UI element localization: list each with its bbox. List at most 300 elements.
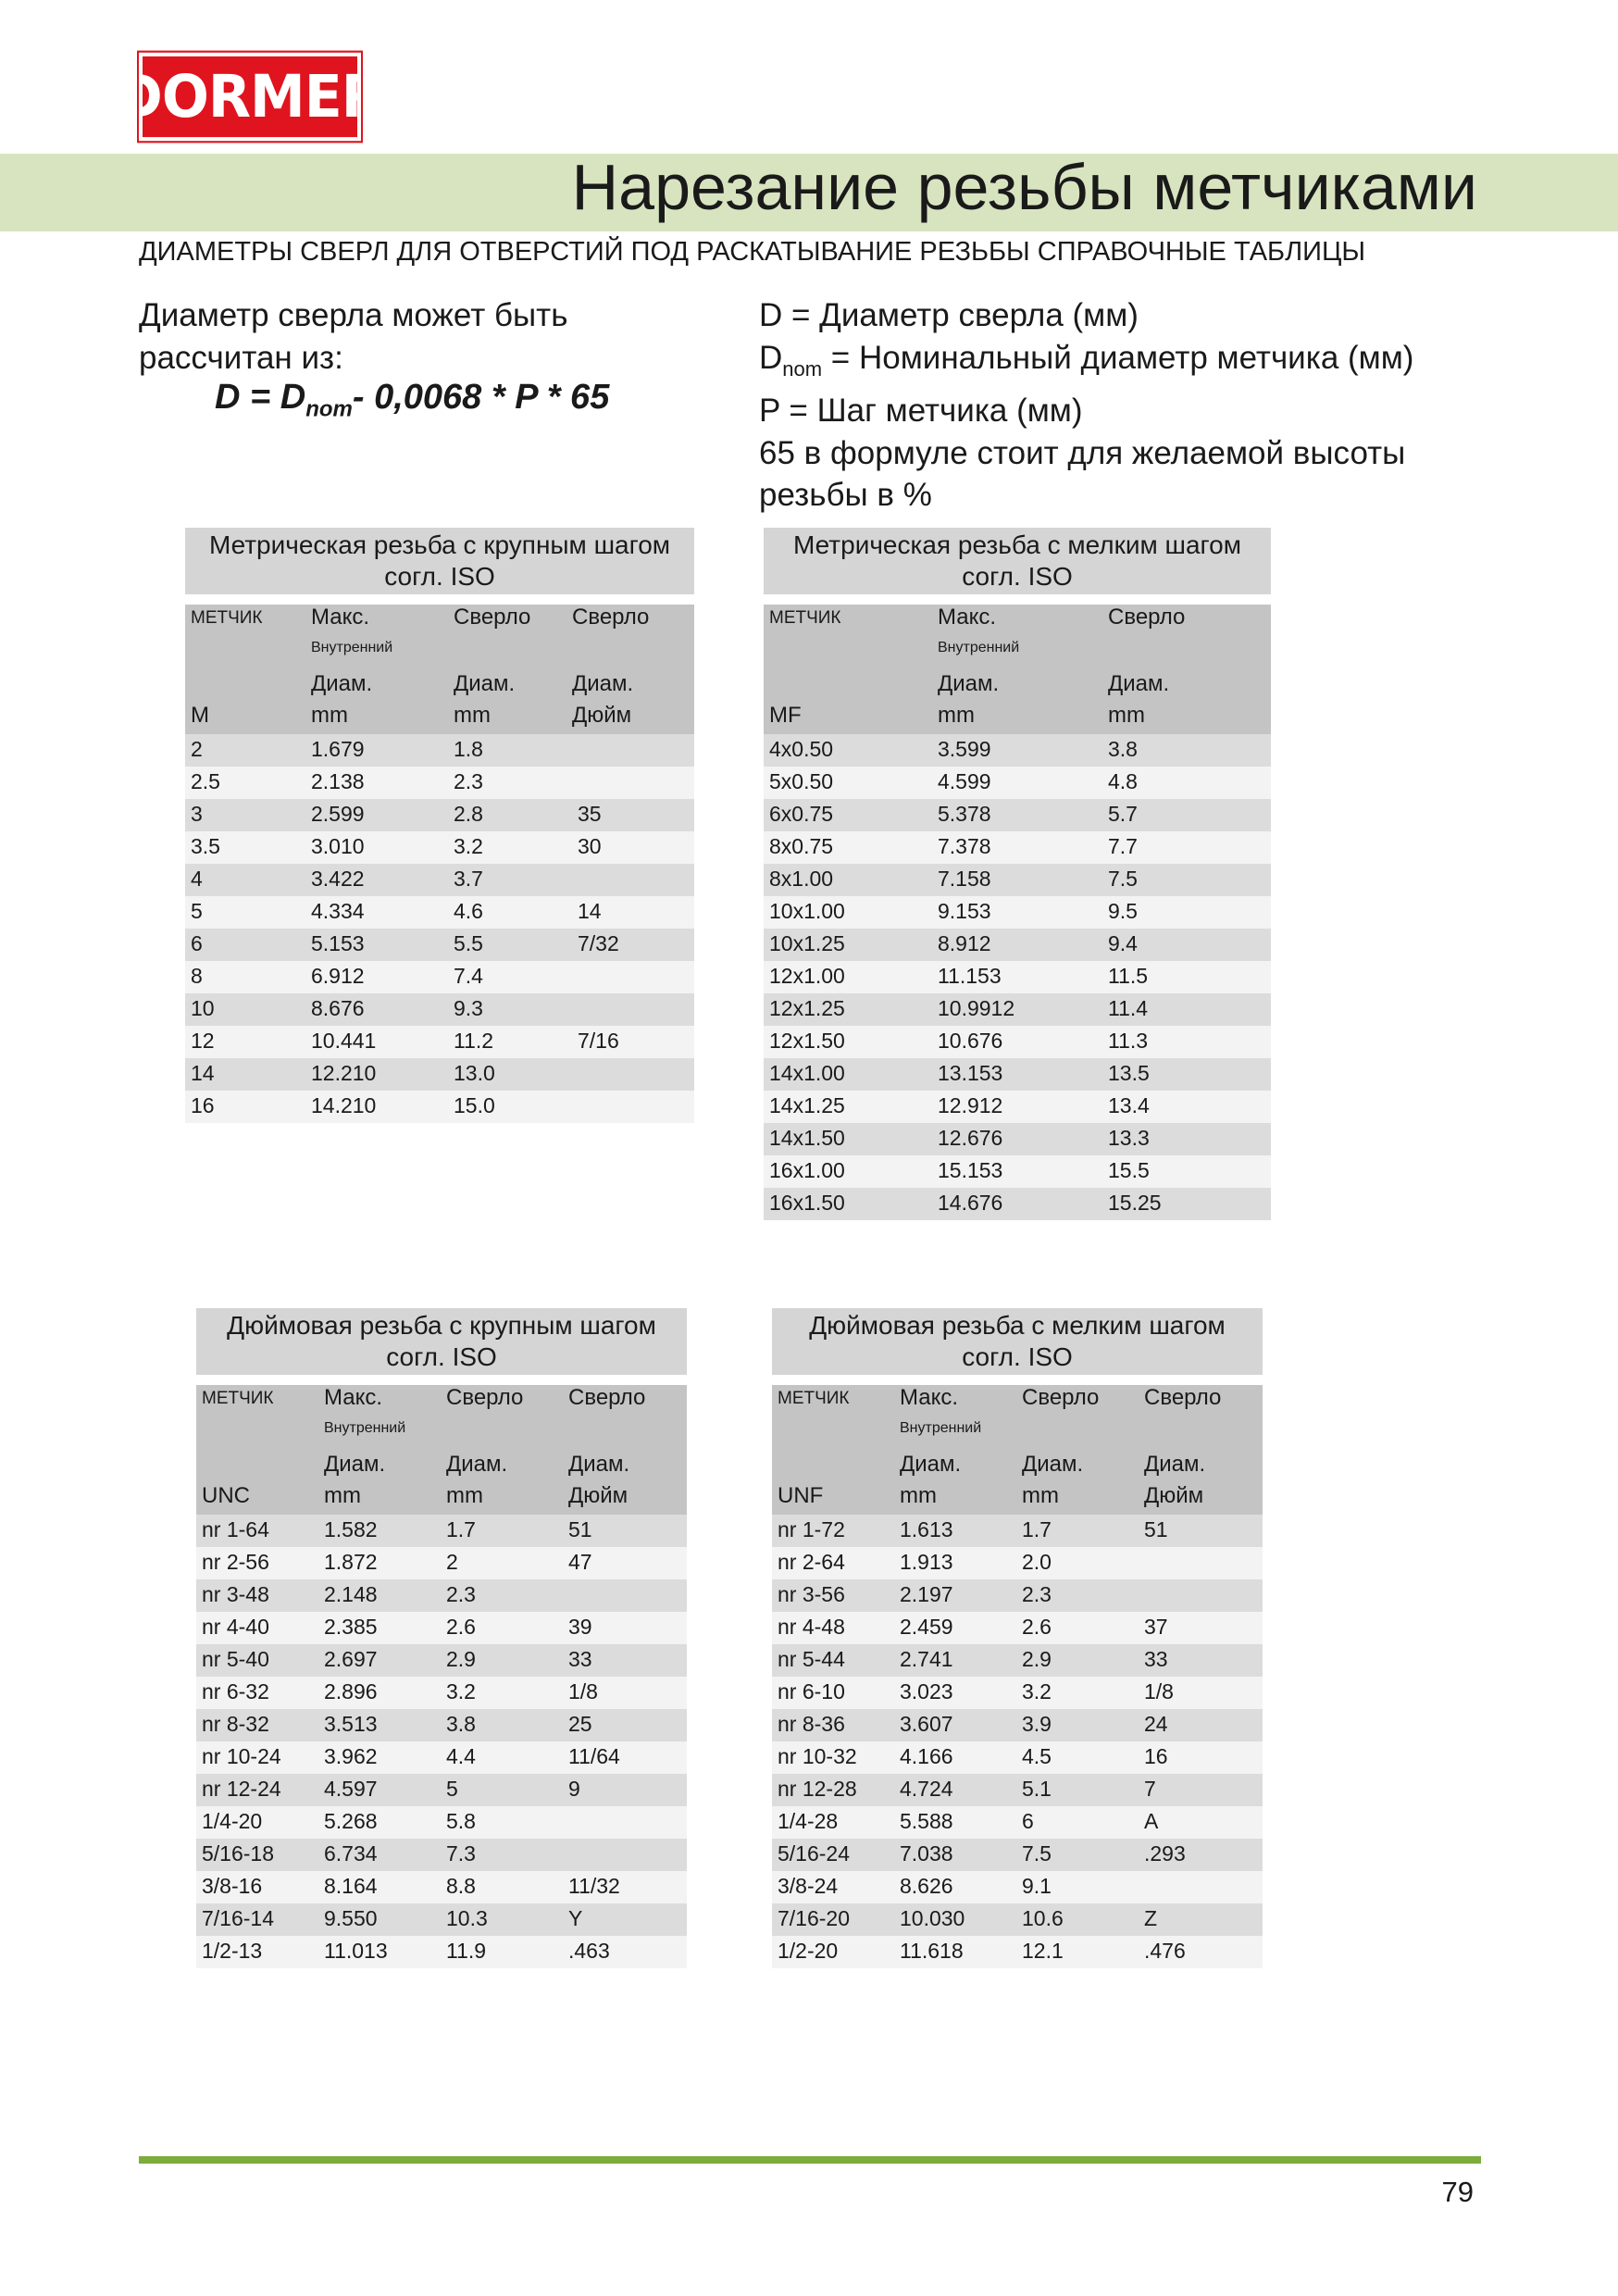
- table-row: [772, 1547, 1263, 1579]
- table-row: [196, 1806, 687, 1839]
- cell-max-diam: 6.734: [324, 1841, 378, 1866]
- cell-max-diam: 12.210: [311, 1061, 377, 1085]
- cell-tap: 14x1.25: [769, 1093, 845, 1117]
- cell-max-diam: 7.038: [900, 1841, 953, 1866]
- cell-tap: 4: [191, 867, 203, 891]
- cell-tap: 16x1.50: [769, 1191, 845, 1215]
- cell-tap: 7/16-14: [202, 1906, 275, 1930]
- cell-drill-inch: 37: [1144, 1615, 1168, 1639]
- table-row: [764, 1091, 1271, 1123]
- cell-max-diam: 8.676: [311, 996, 365, 1020]
- table-row: [772, 1741, 1263, 1774]
- cell-tap: 12x1.25: [769, 996, 845, 1020]
- header-drill2: Сверло: [572, 605, 650, 630]
- cell-drill-mm: 3.8: [446, 1712, 476, 1736]
- cell-drill-mm: 11.5: [1108, 964, 1149, 988]
- cell-max-diam: 9.550: [324, 1906, 378, 1930]
- cell-drill-mm: 4.8: [1108, 769, 1138, 793]
- cell-tap: nr 2-64: [778, 1550, 845, 1574]
- cell-drill-mm: 3.8: [1108, 737, 1138, 761]
- cell-tap: 5x0.50: [769, 769, 834, 793]
- cell-tap: nr 8-36: [778, 1712, 845, 1736]
- table-row: [772, 1774, 1263, 1806]
- cell-drill-mm: 13.5: [1108, 1061, 1150, 1085]
- header-tap-code: MF: [769, 703, 802, 728]
- cell-max-diam: 7.158: [938, 867, 991, 891]
- cell-max-diam: 2.896: [324, 1679, 378, 1703]
- table-row: [772, 1612, 1263, 1644]
- cell-drill-inch: 14: [578, 899, 602, 923]
- header-diam: Диам.: [311, 671, 373, 696]
- cell-drill-mm: 2.6: [446, 1615, 476, 1639]
- cell-tap: 1/2-20: [778, 1939, 839, 1963]
- cell-drill-mm: 9.5: [1108, 899, 1138, 923]
- cell-tap: 1/4-20: [202, 1809, 263, 1833]
- caption-line-1: Метрическая резьба с крупным шагом: [208, 530, 671, 559]
- cell-drill-inch: 51: [1144, 1517, 1168, 1541]
- header-drill2-diam: Диам.: [572, 671, 634, 696]
- cell-drill-inch: 30: [578, 834, 602, 858]
- table-row: [185, 1058, 694, 1091]
- table-row: [764, 734, 1271, 767]
- cell-tap: 14: [191, 1061, 215, 1085]
- cell-max-diam: 1.872: [324, 1550, 378, 1574]
- header-drill2: Сверло: [1144, 1385, 1222, 1410]
- cell-tap: 8x0.75: [769, 834, 834, 858]
- formula-part-b: - 0,0068 * P * 65: [352, 378, 610, 417]
- table-row: [185, 993, 694, 1026]
- cell-drill-inch: 7/16: [578, 1029, 619, 1053]
- drill-formula: [215, 378, 609, 423]
- header-drill2-inch: Дюйм: [568, 1483, 629, 1508]
- legend-dnom-prefix: D: [759, 339, 783, 376]
- cell-max-diam: 12.912: [938, 1093, 1003, 1117]
- cell-drill-mm: 7.7: [1108, 834, 1138, 858]
- cell-tap: 12: [191, 1029, 215, 1053]
- table-row: [196, 1936, 687, 1968]
- cell-max-diam: 10.676: [938, 1029, 1003, 1053]
- table-row: [764, 1058, 1271, 1091]
- header-drill: Сверло: [446, 1385, 524, 1410]
- table-row: [764, 1123, 1271, 1155]
- cell-tap: 4x0.50: [769, 737, 834, 761]
- cell-drill-mm: 9.4: [1108, 931, 1138, 955]
- header-max-sub: Внутренний: [938, 640, 1020, 655]
- cell-max-diam: 1.582: [324, 1517, 378, 1541]
- cell-drill-mm: 3.2: [446, 1679, 476, 1703]
- table-row: [185, 767, 694, 799]
- cell-tap: 10: [191, 996, 215, 1020]
- header-drill-diam: Диам.: [1022, 1452, 1084, 1477]
- cell-tap: nr 1-72: [778, 1517, 845, 1541]
- header-drill-mm: mm: [1108, 703, 1145, 728]
- cell-tap: 10x1.25: [769, 931, 845, 955]
- table-header: [764, 605, 1271, 734]
- header-drill: Сверло: [454, 605, 531, 630]
- cell-drill-mm: 11.9: [446, 1939, 487, 1963]
- table-row: [772, 1903, 1263, 1936]
- cell-tap: 10x1.00: [769, 899, 845, 923]
- table-row: [196, 1515, 687, 1547]
- cell-drill-mm: 15.0: [454, 1093, 495, 1117]
- table-row: [196, 1871, 687, 1903]
- table-row: [185, 831, 694, 864]
- header-drill2-diam: Диам.: [1144, 1452, 1206, 1477]
- cell-drill-mm: 13.3: [1108, 1126, 1150, 1150]
- cell-drill-inch: 1/8: [568, 1679, 598, 1703]
- header-tap: МЕТЧИК: [769, 608, 841, 628]
- cell-max-diam: 9.153: [938, 899, 991, 923]
- cell-tap: 16: [191, 1093, 215, 1117]
- legend-p: P = Шаг метчика (мм): [759, 393, 1083, 429]
- cell-drill-mm: 5.1: [1022, 1777, 1052, 1801]
- metric-fine-table: [764, 528, 1271, 1220]
- cell-drill-inch: 33: [1144, 1647, 1168, 1671]
- caption-line-2: согл. ISO: [962, 562, 1073, 591]
- cell-drill-inch: 1/8: [1144, 1679, 1174, 1703]
- cell-tap: nr 1-64: [202, 1517, 269, 1541]
- cell-drill-mm: 12.1: [1022, 1939, 1064, 1963]
- cell-max-diam: 2.459: [900, 1615, 953, 1639]
- caption-line-1: Дюймовая резьба с крупным шагом: [227, 1311, 656, 1340]
- table-row: [196, 1612, 687, 1644]
- cell-tap: 2: [191, 737, 203, 761]
- table-row: [772, 1644, 1263, 1677]
- cell-tap: 14x1.00: [769, 1061, 845, 1085]
- table-row: [764, 993, 1271, 1026]
- table-row: [196, 1741, 687, 1774]
- cell-max-diam: 3.010: [311, 834, 365, 858]
- caption-line-2: согл. ISO: [962, 1342, 1073, 1371]
- header-tap-code: UNF: [778, 1483, 824, 1508]
- cell-max-diam: 2.385: [324, 1615, 378, 1639]
- header-drill: Сверло: [1108, 605, 1186, 630]
- legend-dnom: [759, 337, 1413, 391]
- legend-d: D = Диаметр сверла (мм): [759, 297, 1139, 333]
- cell-tap: nr 5-40: [202, 1647, 269, 1671]
- table-body: [196, 1515, 687, 1968]
- caption-line-1: Дюймовая резьба с мелким шагом: [809, 1311, 1226, 1340]
- dormer-logo: [117, 53, 383, 142]
- table-row: [772, 1839, 1263, 1871]
- table-row: [185, 799, 694, 831]
- cell-drill-mm: 2.9: [1022, 1647, 1052, 1671]
- cell-drill-mm: 5.5: [454, 931, 483, 955]
- intro-line-2: рассчитан из:: [139, 340, 343, 376]
- table-header: [185, 605, 694, 734]
- cell-drill-mm: 10.3: [446, 1906, 488, 1930]
- cell-drill-mm: 7.5: [1022, 1841, 1052, 1866]
- cell-max-diam: 10.9912: [938, 996, 1015, 1020]
- table-row: [196, 1677, 687, 1709]
- header-tap-code: M: [191, 703, 209, 728]
- cell-max-diam: 3.023: [900, 1679, 953, 1703]
- cell-tap: 3: [191, 802, 203, 826]
- cell-max-diam: 2.697: [324, 1647, 378, 1671]
- cell-max-diam: 10.030: [900, 1906, 965, 1930]
- cell-drill-mm: 6: [1022, 1809, 1034, 1833]
- legend-pct-2: резьбы в %: [759, 477, 932, 513]
- header-tap-code: UNC: [202, 1483, 250, 1508]
- cell-max-diam: 2.148: [324, 1582, 378, 1606]
- cell-drill-mm: 7.5: [1108, 867, 1138, 891]
- cell-max-diam: 11.153: [938, 964, 1002, 988]
- cell-max-diam: 7.378: [938, 834, 991, 858]
- cell-drill-mm: 2.3: [1022, 1582, 1052, 1606]
- cell-tap: nr 10-24: [202, 1744, 281, 1768]
- cell-drill-mm: 13.0: [454, 1061, 495, 1085]
- header-drill2: Сверло: [568, 1385, 646, 1410]
- cell-drill-mm: 2.3: [446, 1582, 476, 1606]
- cell-drill-mm: 8.8: [446, 1874, 476, 1898]
- cell-tap: 5/16-18: [202, 1841, 275, 1866]
- cell-drill-mm: 2.8: [454, 802, 483, 826]
- table-row: [772, 1806, 1263, 1839]
- header-max: Макс.: [324, 1385, 383, 1410]
- cell-drill-mm: 9.3: [454, 996, 483, 1020]
- intro-line-1: Диаметр сверла может быть: [139, 297, 568, 333]
- cell-max-diam: 2.741: [900, 1647, 953, 1671]
- formula-sub: nom: [305, 396, 353, 422]
- cell-drill-mm: 1.8: [454, 737, 483, 761]
- cell-drill-inch: 24: [1144, 1712, 1168, 1736]
- formula-legend: [759, 294, 1413, 517]
- cell-drill-mm: 3.7: [454, 867, 483, 891]
- cell-drill-inch: .293: [1144, 1841, 1186, 1866]
- cell-tap: 8: [191, 964, 203, 988]
- cell-tap: nr 6-32: [202, 1679, 269, 1703]
- cell-max-diam: 12.676: [938, 1126, 1003, 1150]
- cell-tap: 14x1.50: [769, 1126, 845, 1150]
- header-max-sub: Внутренний: [311, 640, 393, 655]
- table-row: [764, 961, 1271, 993]
- cell-drill-inch: 9: [568, 1777, 580, 1801]
- cell-tap: 3.5: [191, 834, 220, 858]
- cell-drill-mm: 7.4: [454, 964, 483, 988]
- cell-tap: nr 2-56: [202, 1550, 269, 1574]
- cell-drill-mm: 3.9: [1022, 1712, 1052, 1736]
- cell-drill-inch: 11/32: [568, 1874, 620, 1898]
- footer-divider: [139, 2156, 1481, 2164]
- table-row: [185, 961, 694, 993]
- cell-tap: nr 3-56: [778, 1582, 845, 1606]
- cell-max-diam: 3.962: [324, 1744, 378, 1768]
- header-drill-mm: mm: [454, 703, 491, 728]
- header-max: Макс.: [938, 605, 997, 630]
- intro-text: [139, 294, 567, 380]
- page-title: Нарезание резьбы метчиками: [571, 151, 1477, 223]
- table-header: [196, 1385, 687, 1515]
- cell-max-diam: 1.679: [311, 737, 365, 761]
- table-row: [772, 1677, 1263, 1709]
- cell-tap: 5: [191, 899, 203, 923]
- cell-tap: 1/2-13: [202, 1939, 263, 1963]
- cell-drill-mm: 4.6: [454, 899, 483, 923]
- cell-drill-inch: A: [1144, 1809, 1159, 1833]
- unf-table: [772, 1308, 1263, 1968]
- cell-drill-mm: 2: [446, 1550, 458, 1574]
- cell-tap: nr 12-28: [778, 1777, 857, 1801]
- table-row: [772, 1936, 1263, 1968]
- cell-drill-mm: 15.25: [1108, 1191, 1162, 1215]
- cell-max-diam: 13.153: [938, 1061, 1003, 1085]
- header-mm: mm: [938, 703, 975, 728]
- cell-max-diam: 3.607: [900, 1712, 953, 1736]
- cell-drill-mm: 3.2: [1022, 1679, 1052, 1703]
- table-row: [764, 767, 1271, 799]
- cell-tap: 7/16-20: [778, 1906, 851, 1930]
- cell-drill-inch: Y: [568, 1906, 583, 1930]
- cell-max-diam: 11.013: [324, 1939, 388, 1963]
- header-max: Макс.: [900, 1385, 959, 1410]
- cell-max-diam: 2.599: [311, 802, 365, 826]
- table-row: [772, 1515, 1263, 1547]
- cell-drill-mm: 11.2: [454, 1029, 494, 1053]
- cell-tap: 16x1.00: [769, 1158, 845, 1182]
- cell-drill-mm: 4.4: [446, 1744, 476, 1768]
- table-row: [196, 1547, 687, 1579]
- cell-tap: nr 10-32: [778, 1744, 857, 1768]
- logo-text: DORMER: [117, 62, 383, 131]
- page-subtitle: ДИАМЕТРЫ СВЕРЛ ДЛЯ ОТВЕРСТИЙ ПОД РАСКАТЫВАНИЕ РЕЗЬБЫ СПРАВОЧНЫЕ ТАБЛИЦЫ: [139, 237, 1366, 267]
- cell-tap: nr 12-24: [202, 1777, 281, 1801]
- cell-max-diam: 15.153: [938, 1158, 1003, 1182]
- cell-tap: 2.5: [191, 769, 220, 793]
- table-caption: [185, 528, 694, 594]
- table-row: [185, 1091, 694, 1123]
- cell-max-diam: 5.268: [324, 1809, 378, 1833]
- legend-dnom-rest: = Номинальный диаметр метчика (мм): [822, 339, 1414, 376]
- table-row: [196, 1709, 687, 1741]
- table-row: [185, 1026, 694, 1058]
- header-drill2-diam: Диам.: [568, 1452, 630, 1477]
- table-row: [764, 929, 1271, 961]
- cell-max-diam: 5.588: [900, 1809, 953, 1833]
- cell-max-diam: 11.618: [900, 1939, 964, 1963]
- cell-max-diam: 14.676: [938, 1191, 1003, 1215]
- cell-max-diam: 4.166: [900, 1744, 953, 1768]
- cell-tap: 3/8-16: [202, 1874, 263, 1898]
- cell-max-diam: 3.599: [938, 737, 991, 761]
- cell-drill-inch: 16: [1144, 1744, 1168, 1768]
- page-number: 79: [1441, 2176, 1474, 2208]
- header-drill-mm: mm: [446, 1483, 483, 1508]
- header-drill2-inch: Дюйм: [572, 703, 632, 728]
- table-row: [764, 896, 1271, 929]
- metric-coarse-table: [185, 528, 694, 1123]
- cell-drill-mm: 5: [446, 1777, 458, 1801]
- table-row: [196, 1774, 687, 1806]
- cell-max-diam: 8.164: [324, 1874, 378, 1898]
- header-max-sub: Внутренний: [900, 1420, 982, 1436]
- cell-max-diam: 6.912: [311, 964, 365, 988]
- header-tap: МЕТЧИК: [191, 608, 263, 628]
- cell-tap: nr 6-10: [778, 1679, 845, 1703]
- header-mm: mm: [324, 1483, 361, 1508]
- header-drill-diam: Диам.: [446, 1452, 508, 1477]
- cell-drill-mm: 2.9: [446, 1647, 476, 1671]
- cell-drill-mm: 3.2: [454, 834, 483, 858]
- cell-drill-mm: 9.1: [1022, 1874, 1052, 1898]
- table-body: [764, 734, 1271, 1220]
- table-row: [185, 896, 694, 929]
- header-tap: МЕТЧИК: [778, 1389, 850, 1408]
- cell-max-diam: 3.513: [324, 1712, 378, 1736]
- cell-tap: 6x0.75: [769, 802, 834, 826]
- cell-drill-mm: 1.7: [446, 1517, 476, 1541]
- cell-max-diam: 8.912: [938, 931, 991, 955]
- legend-dnom-sub: nom: [782, 356, 823, 381]
- cell-max-diam: 4.334: [311, 899, 365, 923]
- header-drill-diam: Диам.: [454, 671, 516, 696]
- table-row: [196, 1903, 687, 1936]
- cell-max-diam: 3.422: [311, 867, 365, 891]
- cell-tap: 12x1.50: [769, 1029, 845, 1053]
- cell-max-diam: 4.597: [324, 1777, 378, 1801]
- header-drill2-inch: Дюйм: [1144, 1483, 1204, 1508]
- cell-max-diam: 8.626: [900, 1874, 953, 1898]
- cell-drill-inch: 47: [568, 1550, 592, 1574]
- cell-drill-inch: 7: [1144, 1777, 1156, 1801]
- cell-drill-mm: 4.5: [1022, 1744, 1052, 1768]
- table-caption: [764, 528, 1271, 594]
- header-drill-mm: mm: [1022, 1483, 1059, 1508]
- table-caption: [196, 1308, 687, 1375]
- cell-drill-mm: 1.7: [1022, 1517, 1052, 1541]
- cell-tap: 1/4-28: [778, 1809, 839, 1833]
- cell-drill-mm: 10.6: [1022, 1906, 1064, 1930]
- cell-max-diam: 5.153: [311, 931, 365, 955]
- cell-drill-mm: 2.0: [1022, 1550, 1052, 1574]
- table-row: [772, 1871, 1263, 1903]
- cell-tap: 8x1.00: [769, 867, 834, 891]
- header-drill: Сверло: [1022, 1385, 1100, 1410]
- table-row: [772, 1709, 1263, 1741]
- table-row: [196, 1579, 687, 1612]
- table-row: [764, 864, 1271, 896]
- header-diam: Диам.: [900, 1452, 962, 1477]
- cell-drill-mm: 7.3: [446, 1841, 476, 1866]
- formula-part-a: D = D: [215, 378, 306, 417]
- cell-drill-inch: .463: [568, 1939, 610, 1963]
- cell-tap: nr 4-48: [778, 1615, 845, 1639]
- header-tap: МЕТЧИК: [202, 1389, 274, 1408]
- table-row: [764, 1026, 1271, 1058]
- caption-line-2: согл. ISO: [386, 1342, 497, 1371]
- cell-max-diam: 5.378: [938, 802, 991, 826]
- caption-line-1: Метрическая резьба с мелким шагом: [793, 530, 1241, 559]
- cell-drill-inch: Z: [1144, 1906, 1158, 1930]
- cell-drill-inch: 11/64: [568, 1744, 620, 1768]
- cell-max-diam: 1.613: [900, 1517, 953, 1541]
- cell-tap: nr 8-32: [202, 1712, 269, 1736]
- cell-drill-mm: 15.5: [1108, 1158, 1150, 1182]
- cell-tap: nr 4-40: [202, 1615, 269, 1639]
- cell-tap: 3/8-24: [778, 1874, 839, 1898]
- cell-drill-mm: 13.4: [1108, 1093, 1150, 1117]
- table-body: [772, 1515, 1263, 1968]
- table-row: [185, 864, 694, 896]
- cell-max-diam: 4.599: [938, 769, 991, 793]
- header-diam: Диам.: [324, 1452, 386, 1477]
- cell-drill-inch: 7/32: [578, 931, 619, 955]
- cell-tap: nr 5-44: [778, 1647, 845, 1671]
- cell-drill-inch: 51: [568, 1517, 592, 1541]
- cell-drill-mm: 2.3: [454, 769, 483, 793]
- cell-max-diam: 14.210: [311, 1093, 377, 1117]
- cell-max-diam: 2.138: [311, 769, 365, 793]
- table-row: [764, 799, 1271, 831]
